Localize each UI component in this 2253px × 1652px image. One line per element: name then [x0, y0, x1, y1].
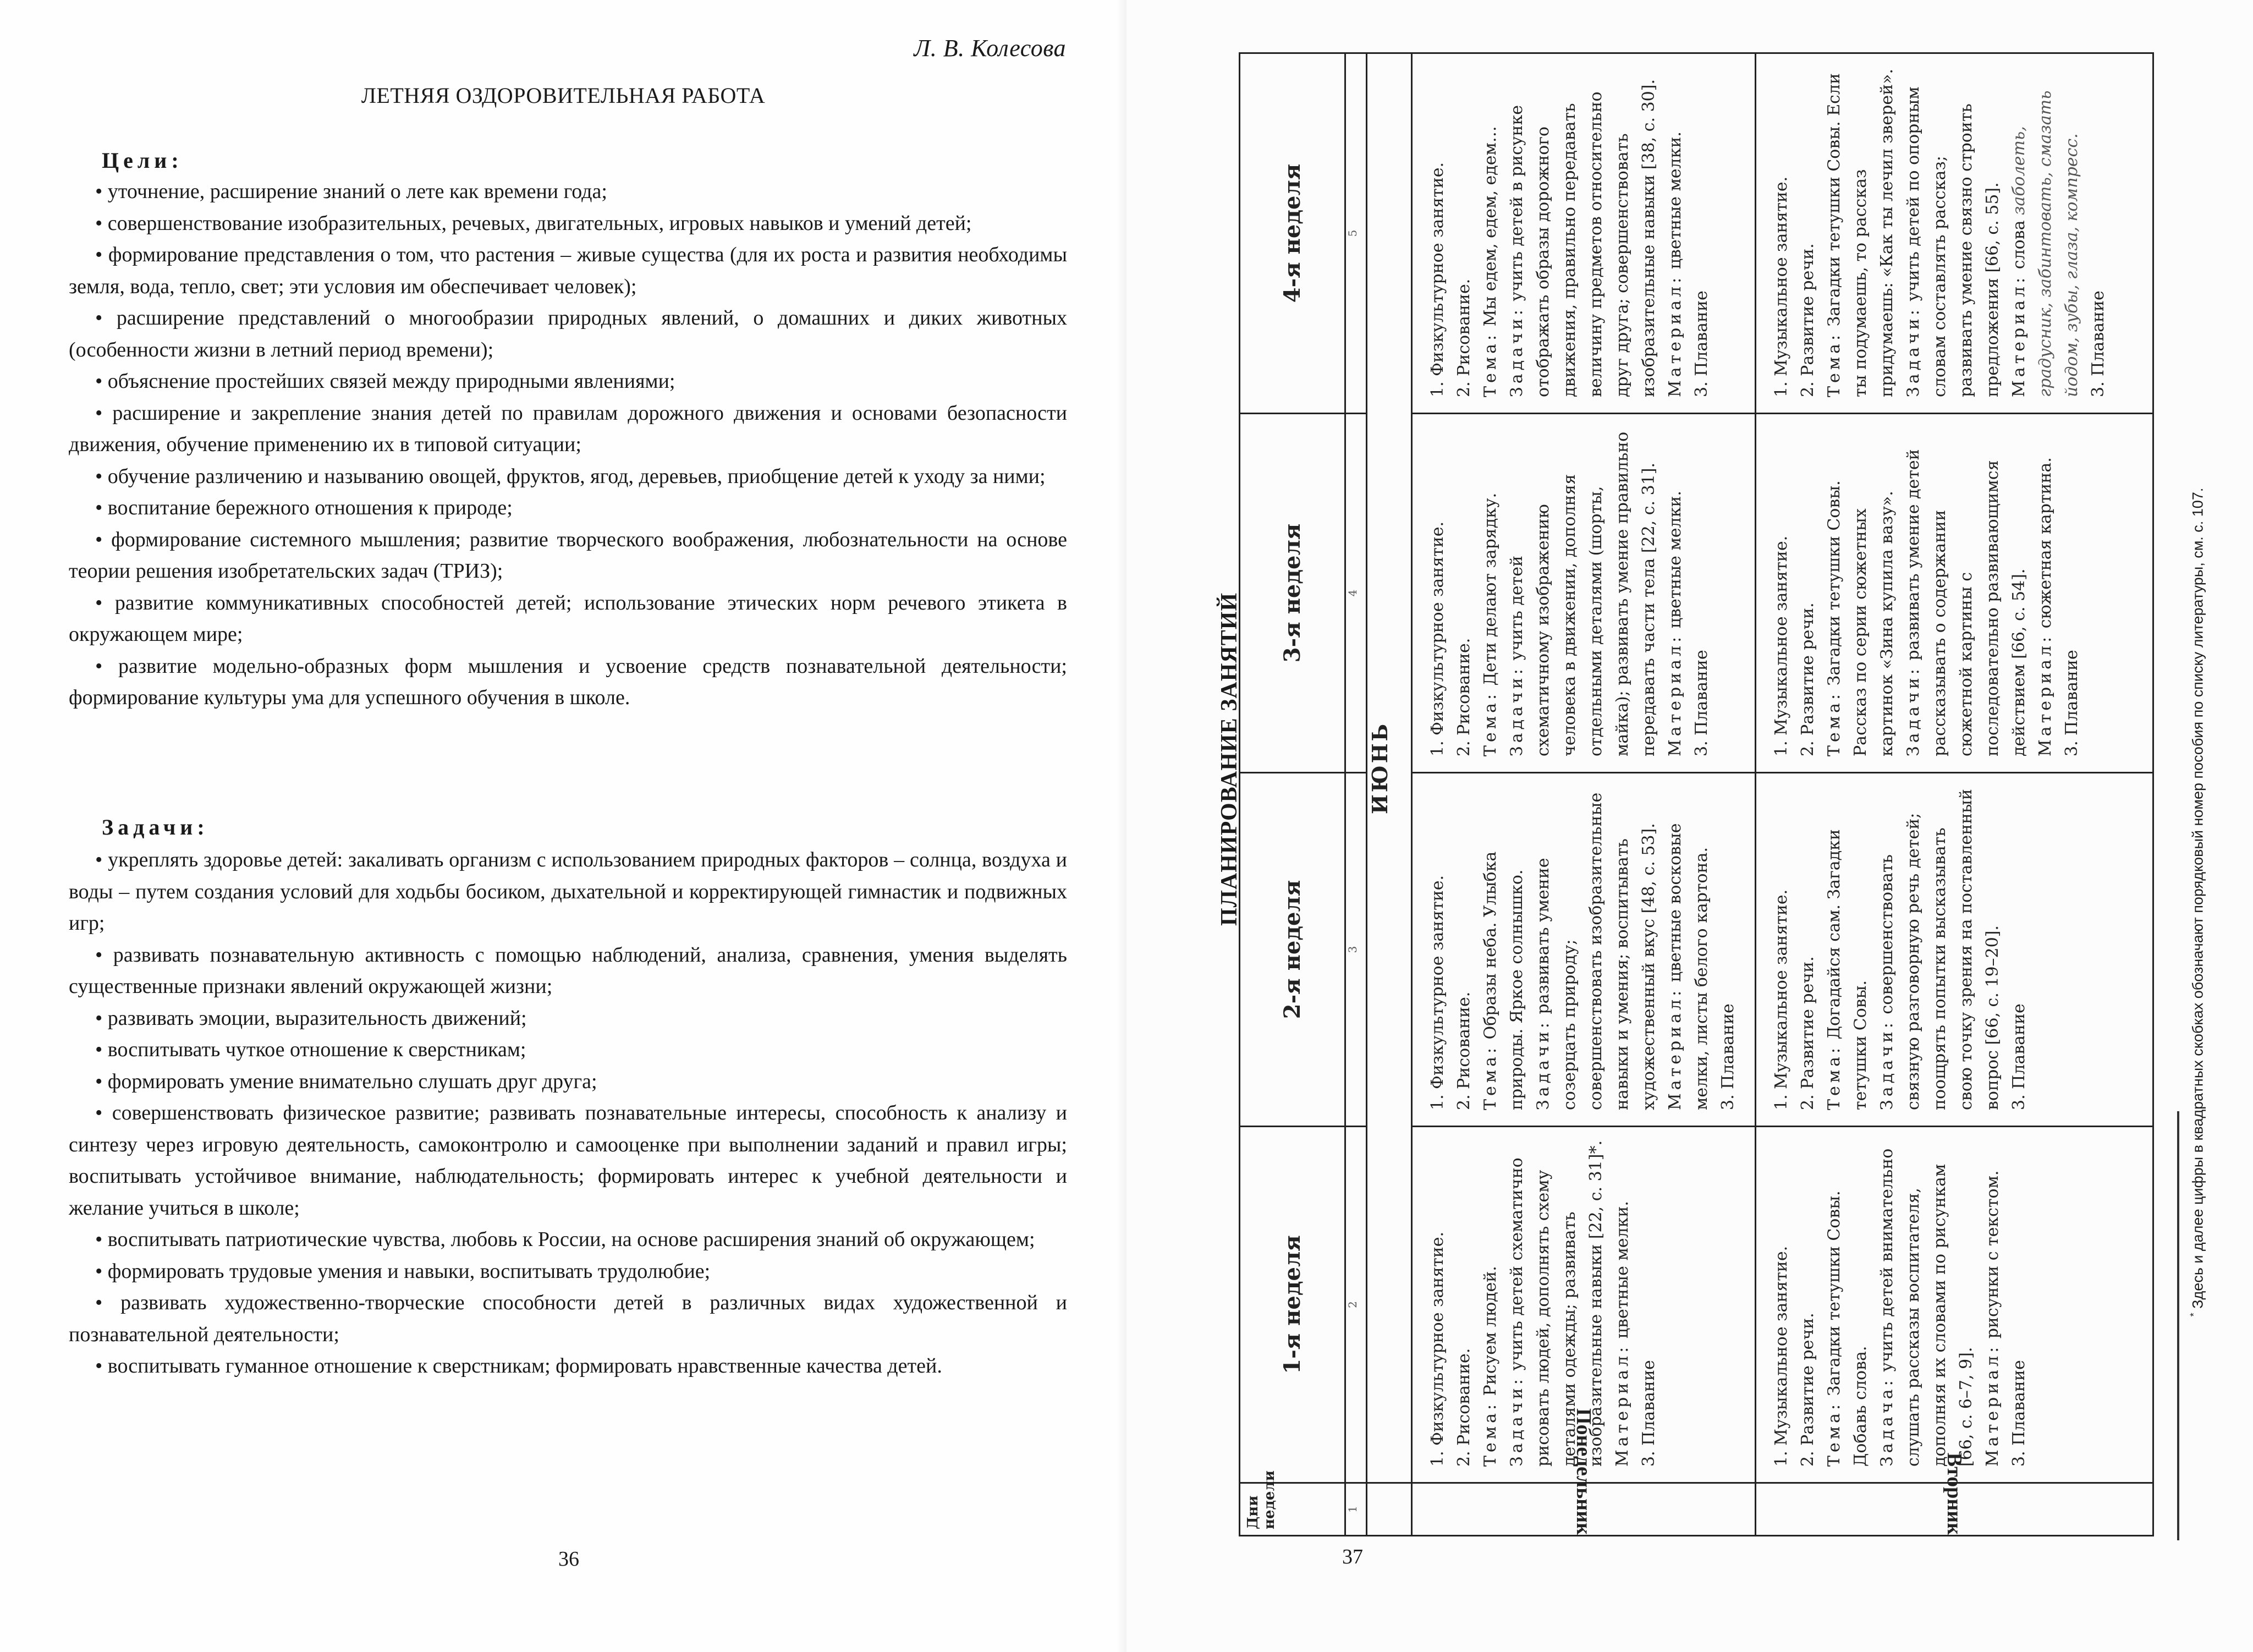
table-row-monday — [1412, 53, 1756, 1536]
goals-heading: Цели: — [102, 148, 183, 173]
material-words: заболеть, градусник, забинтовать, смазать йодом, зубы, глаза, компресс. — [2009, 90, 2081, 397]
goal-item: • формирование системного мышления; развитие творческого воображения, любознательности на основе теории решения изобретательских задач (ТРИЗ); — [69, 528, 1067, 583]
lesson-material — [1662, 66, 1689, 397]
lesson-material — [1662, 786, 1715, 1110]
topic-label: Тема: — [1825, 331, 1844, 397]
lesson-material — [1609, 1139, 1636, 1467]
tasks-text: учить детей схематичному изображению человека в движении, дополняя отдельными деталями (шорты, майка); развивать умение правильно передавать части тела [22, с. 31]. — [1507, 431, 1658, 756]
column-number: 2 — [1345, 1127, 1367, 1483]
material-label: Материал: — [1983, 1343, 2002, 1467]
topic-text: Загадки тетушки Совы. Если ты подумаешь, то рассказ придумаешь: «Как ты лечил зверей». — [1825, 69, 1897, 397]
lesson-item: 1. Музыкальное занятие. — [1772, 889, 1791, 1110]
material-text: рисунки с текстом. — [1983, 1170, 2002, 1339]
task-item: • совершенствовать физическое развитие; развивать познавательные интересы, способность к анализу и синтезу через игровую деятельность, самоконтролю и самооценке при выполнении заданий и правил игры; воспитывать устойчивое внимание, наблюдательность; формировать интерес к учебной деятельности и желание учиться в школе; — [69, 1101, 1067, 1220]
task-item: • развивать познавательную активность с помощью наблюдений, анализа, сравнения, умения выделять существенные признаки явлений окружающей жизни; — [69, 943, 1067, 998]
lesson-item: 1. Физкультурное занятие. — [1428, 162, 1447, 397]
header-week-4: 4-я неделя — [1240, 53, 1345, 414]
topic-text: Загадки тетушки Совы. Рассказ по серии сюжетных картинок «Зина купила вазу». — [1825, 480, 1897, 756]
lesson-cell — [1412, 414, 1756, 773]
topic-label: Тема: — [1481, 1044, 1500, 1110]
header-row — [1240, 53, 1345, 1536]
material-label: Материал: — [2009, 274, 2029, 397]
header-week-3: 3-я неделя — [1240, 414, 1345, 773]
tasks-text: развивать умение созерцать природу; совершенствовать изобразительные навыки и умения; воспитывать художественный вкус [48, с. 53]. — [1534, 792, 1658, 1110]
topic-label: Тема: — [1481, 690, 1500, 756]
footnote-rule — [2177, 1111, 2179, 1540]
tasks-text: совершенствовать связную разговорную речь детей; поощрять попытки высказывать свою точку зрения на поставленный вопрос [66, с. 19–20]. — [1877, 789, 2002, 1110]
tasks-label: Задачи: — [1904, 666, 1923, 756]
goal-item: • развитие коммуникативных способностей детей; использование этических норм речевого этикета в окружающем мире; — [69, 591, 1067, 646]
left-page — [0, 0, 1126, 1652]
lesson-tasks — [1504, 426, 1662, 756]
footnote-text: Здесь и далее цифры в квадратных скобках обозначают порядковый номер пособия по списку литературы, см. с. 107. — [2189, 487, 2206, 1309]
lesson-cell — [1756, 414, 2153, 773]
tasks-label: Задачи: — [1877, 1019, 1897, 1110]
topic-text: Образы неба. Улыбка природы. Яркое солнышко. — [1481, 851, 1526, 1110]
schedule-table — [1239, 52, 2154, 1536]
goal-item: • совершенствование изобразительных, речевых, двигательных, игровых навыков и умений детей; — [95, 211, 972, 235]
goal-item: • воспитание бережного отношения к природе; — [95, 496, 513, 519]
lesson-topic — [1821, 786, 1874, 1110]
lesson-tasks — [1900, 66, 2006, 397]
task-item: • укреплять здоровье детей: закаливать организм с использованием природных факторов – солнца, воздуха и воды – путем создания условий для ходьбы босиком, дыхательной и корректирующей гимнастик и подвижных игр; — [69, 848, 1067, 935]
tasks-label: Задачи: — [1904, 306, 1923, 397]
task-item: • воспитывать гуманное отношение к сверстникам; формировать нравственные качества детей. — [95, 1354, 942, 1377]
table-title: ПЛАНИРОВАНИЕ ЗАНЯТИЙ — [1217, 592, 1242, 926]
material-text: цветные мелки. — [1666, 131, 1685, 270]
day-label: Вторник — [1943, 1452, 1966, 1535]
topic-label: Тема: — [1825, 1044, 1844, 1110]
lesson-item-swimming: 3. Плавание — [2062, 650, 2081, 756]
column-number: 1 — [1345, 1483, 1367, 1536]
material-text: цветные восковые мелки, листы белого картона. — [1666, 823, 1711, 1110]
day-label: Понедельник — [1572, 1408, 1595, 1535]
column-number-row — [1345, 53, 1367, 1536]
lesson-item: 2. Рисование. — [1454, 278, 1474, 397]
topic-text: Догадайся сам. Загадки тетушки Совы. — [1825, 829, 1870, 1110]
lesson-item: 2. Развитие речи. — [1798, 243, 1817, 397]
lesson-topic — [1821, 1139, 1874, 1467]
material-label: Материал: — [2036, 633, 2055, 756]
lesson-tasks — [1504, 66, 1662, 397]
tasks-text: развивать умение детей рассказывать о содержании сюжетной картины с последовательно развивающимся действием [66, с. 54]. — [1904, 449, 2029, 756]
tasks-heading: Задачи: — [102, 815, 209, 839]
goal-item: • формирование представления о том, что растения – живые существа (для их роста и развития необходимы земля, вода, тепло, свет; эти условия им обеспечивает человек); — [69, 243, 1067, 298]
header-week-1: 1-я неделя — [1240, 1127, 1345, 1483]
topic-label: Тема: — [1481, 331, 1500, 397]
material-text: цветные мелки. — [1666, 491, 1685, 629]
topic-label: Тема: — [1825, 690, 1844, 756]
footnote — [2189, 488, 2207, 1317]
material-label: Материал: — [1613, 1343, 1632, 1467]
lesson-item-swimming: 3. Плавание — [2089, 290, 2108, 397]
lesson-item: 2. Рисование. — [1454, 638, 1474, 756]
goal-item: • расширение представлений о многообразии природных явлений, о домашних и диких животных (особенности жизни в летний период времени); — [69, 306, 1067, 361]
running-head-author: Л. В. Колесова — [914, 35, 1066, 62]
topic-label: Тема: — [1481, 1401, 1500, 1467]
topic-text: Рисуем людей. — [1481, 1266, 1500, 1396]
lesson-item-swimming: 3. Плавание — [1692, 650, 1711, 756]
lesson-cell — [1412, 53, 1756, 414]
lesson-tasks — [1900, 426, 2032, 756]
topic-text: Дети делают зарядку. — [1481, 492, 1500, 686]
header-days: Дни недели — [1240, 1483, 1345, 1536]
tasks-label: Задачи: — [1507, 1376, 1526, 1467]
task-item: • формировать умение внимательно слушать друг друга; — [95, 1069, 597, 1093]
lesson-topic — [1477, 1139, 1504, 1467]
lesson-item: 1. Музыкальное занятие. — [1772, 1245, 1791, 1467]
day-cell — [1756, 1452, 2153, 1536]
lesson-item: 2. Развитие речи. — [1798, 956, 1817, 1110]
lesson-item: 2. Рисование. — [1454, 1348, 1474, 1467]
task-item: • воспитывать чуткое отношение к сверстникам; — [95, 1038, 526, 1061]
schedule-table-rotated — [1239, 54, 2152, 1536]
column-number: 5 — [1345, 53, 1367, 414]
lesson-item: 2. Развитие речи. — [1798, 1313, 1817, 1467]
lesson-material — [1662, 426, 1689, 756]
material-text: цветные мелки. — [1613, 1201, 1632, 1339]
goal-item: • объяснение простейших связей между природными явлениями; — [95, 370, 675, 393]
lesson-item-swimming: 3. Плавание — [2009, 1003, 2029, 1110]
lesson-item-swimming: 3. Плавание — [1718, 1003, 1738, 1110]
tasks-label: Задачи: — [1534, 1019, 1553, 1110]
column-number: 4 — [1345, 414, 1367, 773]
lesson-tasks — [1530, 786, 1662, 1110]
material-label: Материал: — [1666, 274, 1685, 397]
lesson-material — [1980, 1139, 2006, 1467]
tasks-text: учить детей по опорным словам составлять рассказ; развивать умение связно строить предложения [66, с. 55]. — [1904, 86, 2002, 397]
lesson-cell — [1412, 773, 1756, 1127]
task-item: • формировать трудовые умения и навыки, воспитывать трудолюбие; — [95, 1259, 711, 1283]
lesson-item-swimming: 3. Плавание — [2009, 1360, 2029, 1467]
lesson-item: 1. Музыкальное занятие. — [1772, 176, 1791, 397]
lesson-item: 2. Развитие речи. — [1798, 602, 1817, 756]
tasks-label: Задачи: — [1507, 306, 1526, 397]
material-text: сюжетная картина. — [2036, 457, 2055, 629]
material-text: слова — [2009, 215, 2029, 270]
lesson-tasks — [1874, 786, 2006, 1110]
lesson-topic — [1477, 786, 1530, 1110]
goal-item: • развитие модельно-образных форм мышления и усвоение средств познавательной деятельности; формирование культуры ума для успешного обучения в школе. — [69, 654, 1067, 709]
lesson-tasks — [1874, 1139, 1980, 1467]
lesson-topic — [1477, 426, 1504, 756]
lesson-material — [2006, 66, 2085, 397]
page-title: ЛЕТНЯЯ ОЗДОРОВИТЕЛЬНАЯ РАБОТА — [361, 83, 766, 108]
lesson-cell — [1756, 1127, 2153, 1483]
lesson-item-swimming: 3. Плавание — [1639, 1360, 1658, 1467]
goal-item: • уточнение, расширение знаний о лете как времени года; — [95, 180, 607, 203]
task-item: • воспитывать патриотические чувства, любовь к России, на основе расширения знаний об окружающем; — [95, 1228, 1035, 1251]
lesson-topic — [1821, 426, 1900, 756]
lesson-material — [2032, 426, 2059, 756]
lesson-item: 1. Музыкальное занятие. — [1772, 535, 1791, 756]
tasks-text: учить детей в рисунке отображать образы дорожного движения, правильно передавать величину предметов относительно друг друга; совершенствовать изобразительные навыки [38, с. 30]. — [1507, 79, 1658, 397]
month-label: ИЮНЬ — [1367, 53, 1412, 1483]
topic-label: Тема: — [1825, 1401, 1844, 1467]
lesson-item: 1. Физкультурное занятие. — [1428, 875, 1447, 1110]
month-row — [1367, 53, 1412, 1536]
lesson-item-swimming: 3. Плавание — [1692, 290, 1711, 397]
lesson-cell — [1756, 773, 2153, 1127]
tasks-list — [69, 844, 1067, 1382]
lesson-topic — [1821, 66, 1900, 397]
tasks-text: учить детей схематично рисовать людей, дополнять схему деталями одежды; развивать изобразительные навыки [22, с. 31]*. — [1507, 1140, 1606, 1467]
topic-text: Мы едем, едем, едем… — [1481, 126, 1500, 327]
topic-text: Загадки тетушки Совы. Добавь слова. — [1825, 1190, 1870, 1467]
lesson-item: 1. Физкультурное занятие. — [1428, 1231, 1447, 1467]
footnote-marker: * — [2188, 1313, 2200, 1317]
lesson-item: 2. Рисование. — [1454, 991, 1474, 1110]
column-number: 3 — [1345, 773, 1367, 1127]
task-item: • развивать художественно-творческие способности детей в различных видах художественной и познавательной деятельности; — [69, 1291, 1067, 1346]
lesson-cell — [1756, 53, 2153, 414]
header-week-2: 2-я неделя — [1240, 773, 1345, 1127]
tasks-text: учить детей внимательно слушать рассказы воспитателя, дополняя их словами по рисункам [66, с. 6–7, 9]. — [1877, 1148, 1976, 1467]
page-number-right: 37 — [1342, 1545, 1363, 1568]
task-item: • развивать эмоции, выразительность движений; — [95, 1006, 527, 1030]
material-label: Материал: — [1666, 987, 1685, 1110]
goals-list — [69, 176, 1067, 714]
lesson-topic — [1477, 66, 1504, 397]
goal-item: • расширение и закрепление знания детей по правилам дорожного движения и основами безопасности движения, обучение применению их в типовой ситуации; — [69, 401, 1067, 456]
goal-item: • обучение различению и называнию овощей, фруктов, ягод, деревьев, приобщение детей к уходу за ними; — [95, 464, 1046, 488]
page-number-left: 36 — [558, 1547, 579, 1571]
table-row-tuesday — [1756, 53, 2153, 1536]
tasks-label: Задача: — [1877, 1377, 1897, 1467]
lesson-item: 1. Физкультурное занятие. — [1428, 521, 1447, 756]
tasks-label: Задачи: — [1507, 666, 1526, 756]
month-spacer — [1367, 1483, 1412, 1536]
material-label: Материал: — [1666, 633, 1685, 756]
